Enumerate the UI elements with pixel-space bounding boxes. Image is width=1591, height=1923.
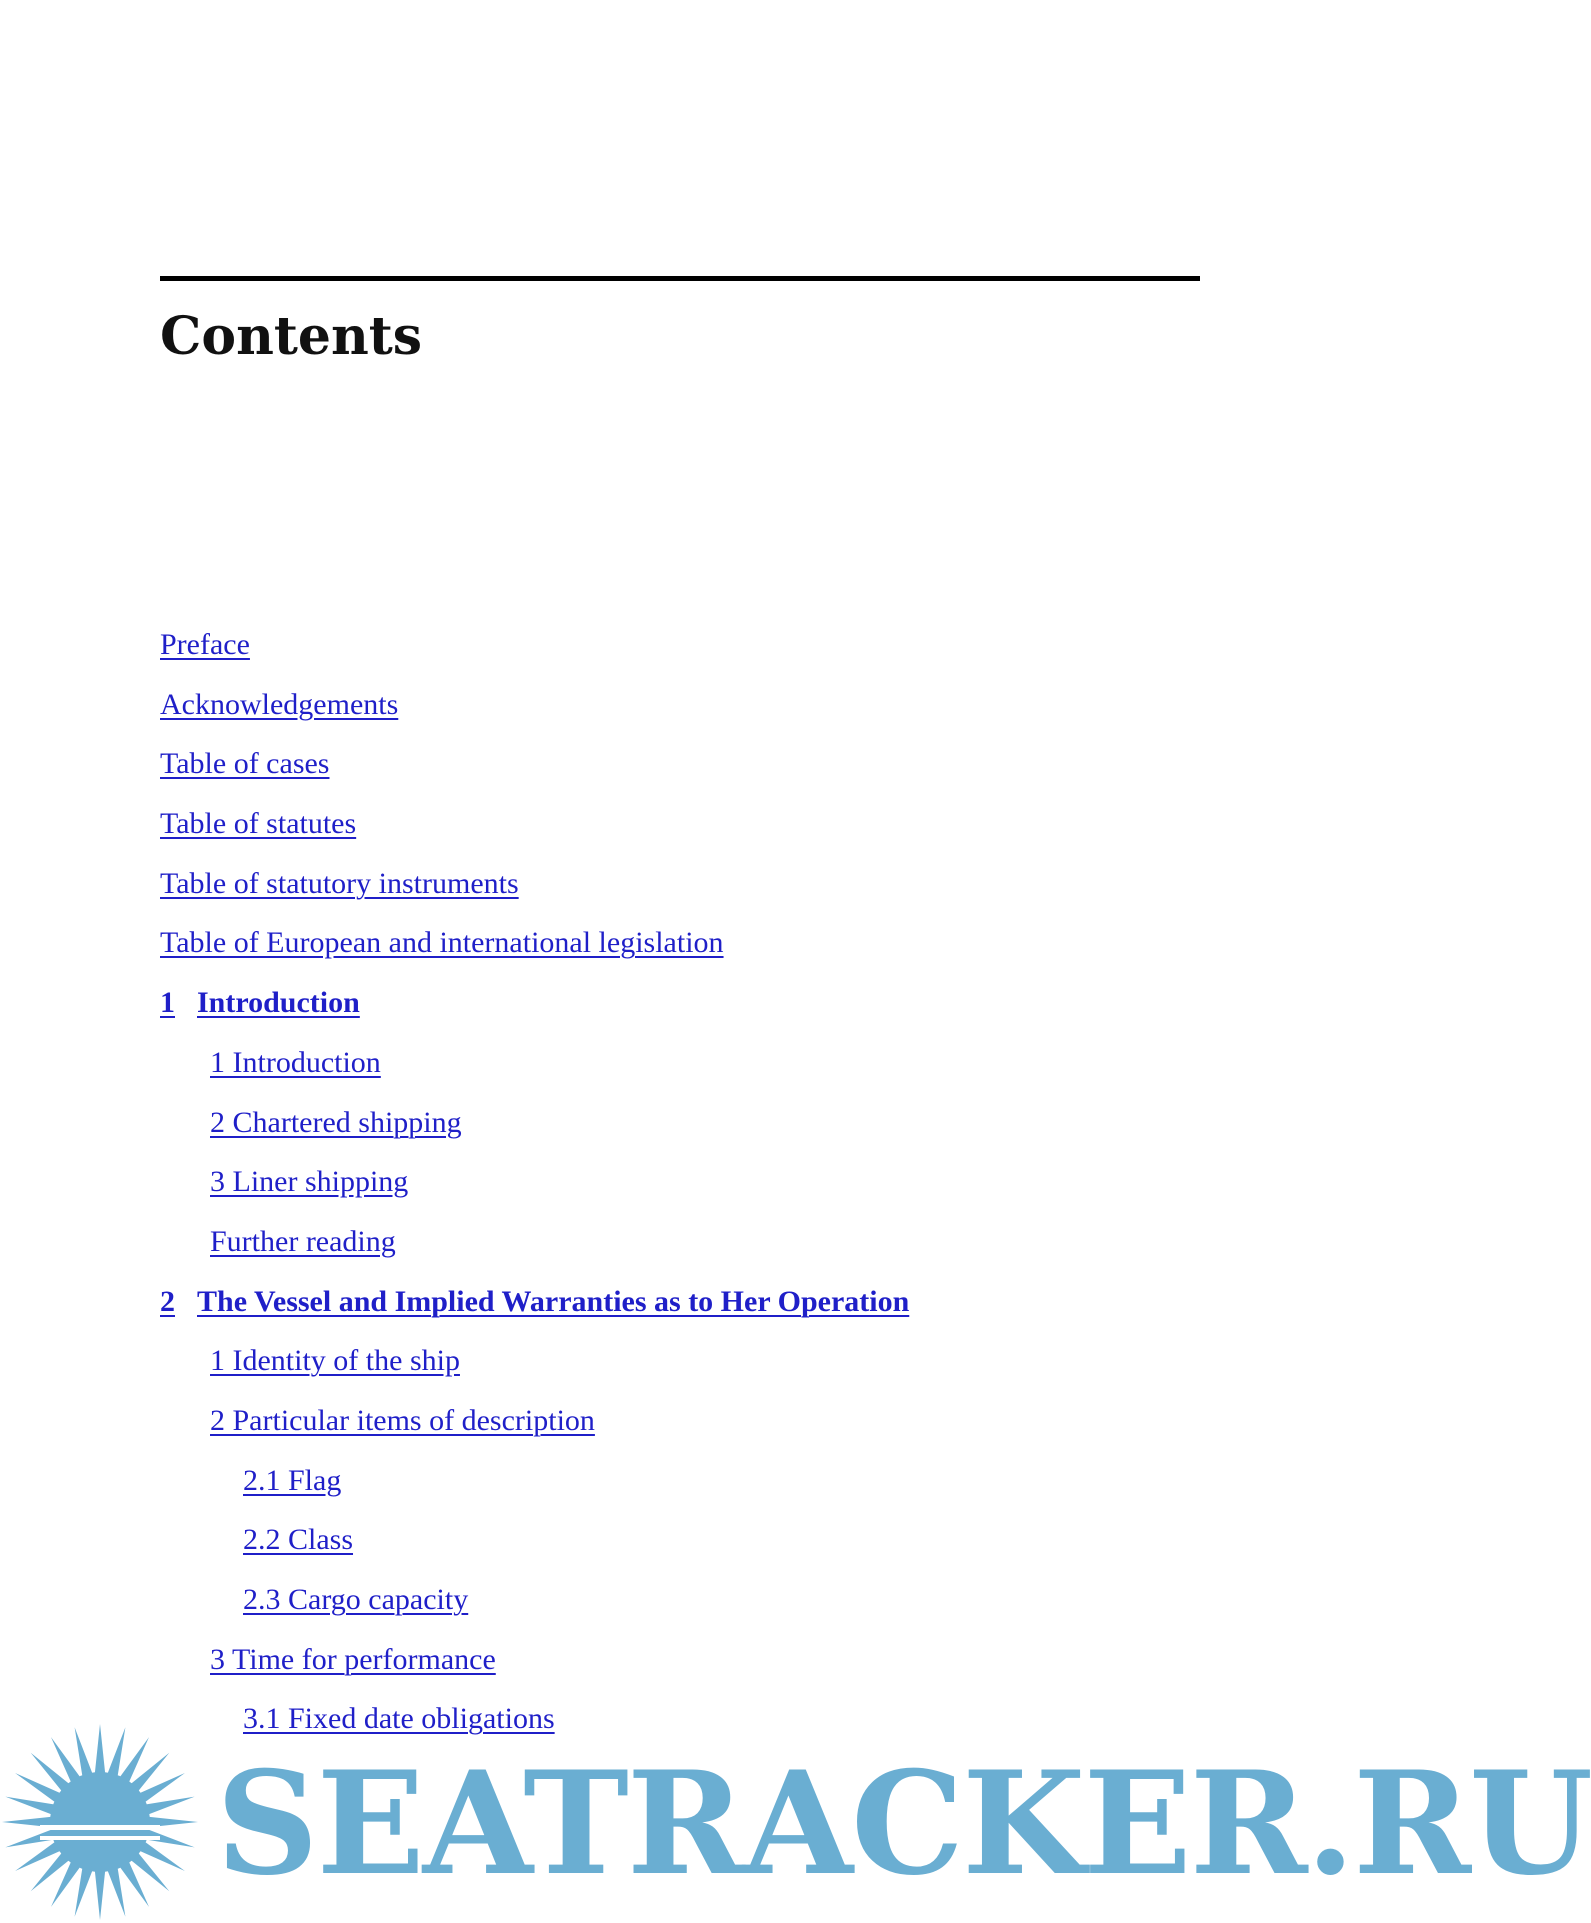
toc-link-acknowledgements[interactable]: Acknowledgements: [160, 687, 399, 721]
toc-item: [0, 1575, 1360, 1635]
chapter-number: 2: [160, 1284, 175, 1318]
chapter-title: Introduction: [197, 986, 360, 1020]
toc-item: [0, 1217, 1360, 1277]
page-title: Contents: [160, 306, 423, 367]
toc-link-table-of-cases[interactable]: Table of cases: [160, 747, 330, 781]
toc-item: [0, 1098, 1360, 1158]
toc-item: [0, 859, 1360, 919]
toc-link-ch2-time-for-performance[interactable]: 3 Time for performance: [210, 1642, 496, 1676]
toc-link-ch1-introduction[interactable]: 1 Introduction: [210, 1045, 381, 1079]
toc-link-ch1-liner-shipping[interactable]: 3 Liner shipping: [210, 1165, 409, 1199]
toc-item: [0, 799, 1360, 859]
toc-link-table-of-statutory-instruments[interactable]: Table of statutory instruments: [160, 866, 519, 900]
sun-icon: [0, 1722, 205, 1923]
chapter-number: 1: [160, 986, 175, 1020]
table-of-contents: [0, 620, 1360, 1754]
toc-chapter-1: [0, 978, 1360, 1038]
watermark: [0, 1722, 1591, 1923]
toc-item: [0, 680, 1360, 740]
toc-link-chapter-2[interactable]: [160, 1285, 909, 1318]
toc-link-table-of-european-legislation[interactable]: Table of European and international legislation: [160, 926, 724, 960]
toc-link-chapter-1[interactable]: [160, 986, 360, 1019]
toc-item: [0, 918, 1360, 978]
toc-link-preface[interactable]: Preface: [160, 628, 250, 661]
toc-item: [0, 1157, 1360, 1217]
toc-item: [0, 1456, 1360, 1516]
toc-link-ch2-cargo-capacity[interactable]: 2.3 Cargo capacity: [243, 1583, 469, 1616]
toc-link-ch2-fixed-date-obligations[interactable]: 3.1 Fixed date obligations: [243, 1702, 555, 1736]
toc-item: [0, 1038, 1360, 1098]
toc-item: [0, 739, 1360, 799]
toc-item: [0, 620, 1360, 680]
toc-item: [0, 1635, 1360, 1695]
watermark-text: SEATRACKER.RU: [216, 1741, 1591, 1907]
toc-item: [0, 1396, 1360, 1456]
toc-item: [0, 1515, 1360, 1575]
chapter-title: The Vessel and Implied Warranties as to Her Operation: [197, 1284, 910, 1318]
toc-link-ch2-identity-of-ship[interactable]: 1 Identity of the ship: [210, 1344, 460, 1378]
toc-link-ch2-particular-items[interactable]: 2 Particular items of description: [210, 1403, 595, 1437]
toc-link-ch2-flag[interactable]: 2.1 Flag: [243, 1463, 342, 1497]
toc-link-ch2-class[interactable]: 2.2 Class: [243, 1523, 354, 1557]
toc-link-table-of-statutes[interactable]: Table of statutes: [160, 807, 357, 841]
toc-chapter-2: [0, 1277, 1360, 1337]
toc-link-ch1-further-reading[interactable]: Further reading: [210, 1224, 396, 1258]
heading-rule: [160, 276, 1200, 281]
toc-item: [0, 1336, 1360, 1396]
toc-link-ch1-chartered-shipping[interactable]: 2 Chartered shipping: [210, 1105, 462, 1139]
